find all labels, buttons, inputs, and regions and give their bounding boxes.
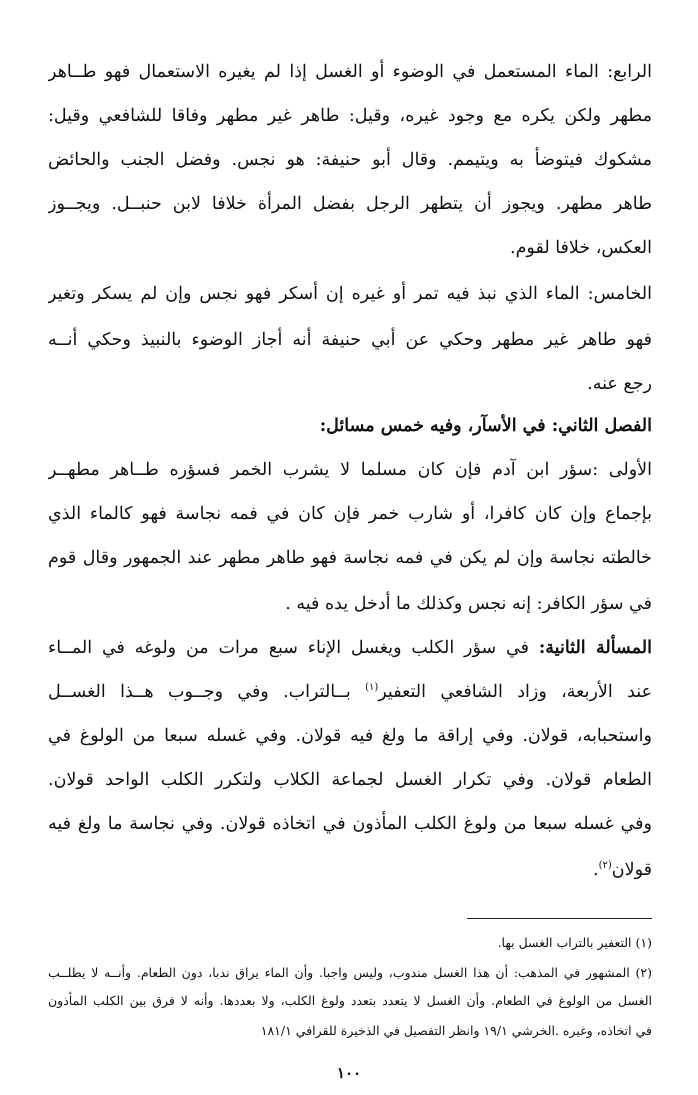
issue2-lead: المسألة الثانية: (538, 638, 652, 658)
section4-line-3: مشكوك فيتوضأ به ويتيمم. وقال أبو حنيفة: هو نجس. وفضل الجنب والحائض (48, 150, 652, 170)
issue2-last-before: قولان (611, 860, 652, 880)
issue2-line-2 (48, 674, 652, 710)
section5-line-2: فهو طاهر غير مطهر وحكي عن أبي حنيفة أنه أجاز الوضوء بالنبيذ وحكي أنــه (48, 330, 652, 350)
issue2-line-2-after: بــالتراب. وفي وجــوب هــذا الغســل (48, 682, 366, 702)
issue2-line-1 (48, 630, 652, 666)
section5-line-3: رجع عنه. (587, 374, 652, 394)
section4-line-5: العكس، خلافا لقوم. (510, 238, 652, 258)
issue2-line-3: واستحبابه، قولان. وفي إراقة ما ولغ فيه قولان. وفي غسله سبعا من الولوغ في (48, 726, 652, 746)
section4-line-4: طاهر مطهر. ويجوز أن يتطهر الرجل بفضل المرأة خلافا لابن حنبــل. ويجــوز (48, 194, 652, 214)
issue1-line-1: الأولى :سؤر ابن آدم فإن كان مسلما لا يشرب الخمر فسؤره طــاهر مطهــر (48, 460, 652, 480)
section4-line-1: الرابع: الماء المستعمل في الوضوء أو الغسل إذا لم يغيره الاستعمال فهو طــاهر (48, 62, 652, 82)
footnote-1: (١) التعفير بالتراب الغسل بها. (497, 935, 652, 950)
footnote-2-line-1: (٢) المشهور في المذهب: أن هذا الغسل مندوب، وليس واجبا. وأن الماء يراق ندبا، دون الطعام. وأنــه لا يطلــب (48, 965, 652, 980)
chapter-heading: الفصل الثاني: في الأسآر، وفيه خمس مسائل: (319, 416, 652, 436)
issue2-line-5: وفي غسله سبعا من ولوغ الكلب المأذون في اتخاذه قولان. وفي نجاسة ما ولغ فيه (48, 814, 652, 834)
footnote-2-line-3: في اتخاذه، وغيره .الخرشي ١٩/١ وانظر التفصيل في الذخيرة للقرافي ١٨١/١ (260, 1023, 652, 1038)
issue2-line-4: الطعام قولان. وفي تكرار الغسل لجماعة الكلاب ولتكرر الكلب الواحد قولان. (48, 770, 652, 790)
issue1-line-4: في سؤر الكافر: إنه نجس وكذلك ما أدخل يده فيه . (285, 594, 652, 614)
issue2-last-after: . (592, 860, 599, 880)
footnote-ref-2: (٢) (598, 860, 612, 872)
issue2-line-6 (48, 852, 652, 888)
section5-line-1: الخامس: الماء الذي نبذ فيه تمر أو غيره إن أسكر فهو نجس وإن لم يسكر وتغير (48, 284, 652, 304)
issue2-line-1-text: في سؤر الكلب ويغسل الإناء سبع مرات من ولوغه في المــاء (48, 638, 539, 658)
footnote-ref-1: (١) (365, 682, 379, 694)
issue1-line-2: بإجماع وإن كان كافرا، أو شارب خمر فإن كان في فمه نجاسة فهو كالماء الذي (48, 504, 652, 524)
footnote-2-line-2: الغسل من الولوغ في الطعام. وأن الغسل لا يتعدد بتعدد ولوغ الكلب، ولا بعددها. وأنه لا فرق بين الكلب المأذون (48, 993, 652, 1008)
issue2-line-2-before: عند الأربعة، وزاد الشافعي التعفير (378, 682, 652, 702)
issue1-line-3: خالطته نجاسة وإن لم يكن في فمه نجاسة فهو طاهر مطهر عند الجمهور وقال قوم (48, 548, 652, 568)
section4-line-2: مطهر ولكن يكره مع وجود غيره، وقيل: طاهر غير مطهر وفاقا للشافعي وقيل: (48, 106, 652, 126)
page-number: ١٠٠ (336, 1064, 362, 1082)
footnote-divider (467, 918, 652, 919)
